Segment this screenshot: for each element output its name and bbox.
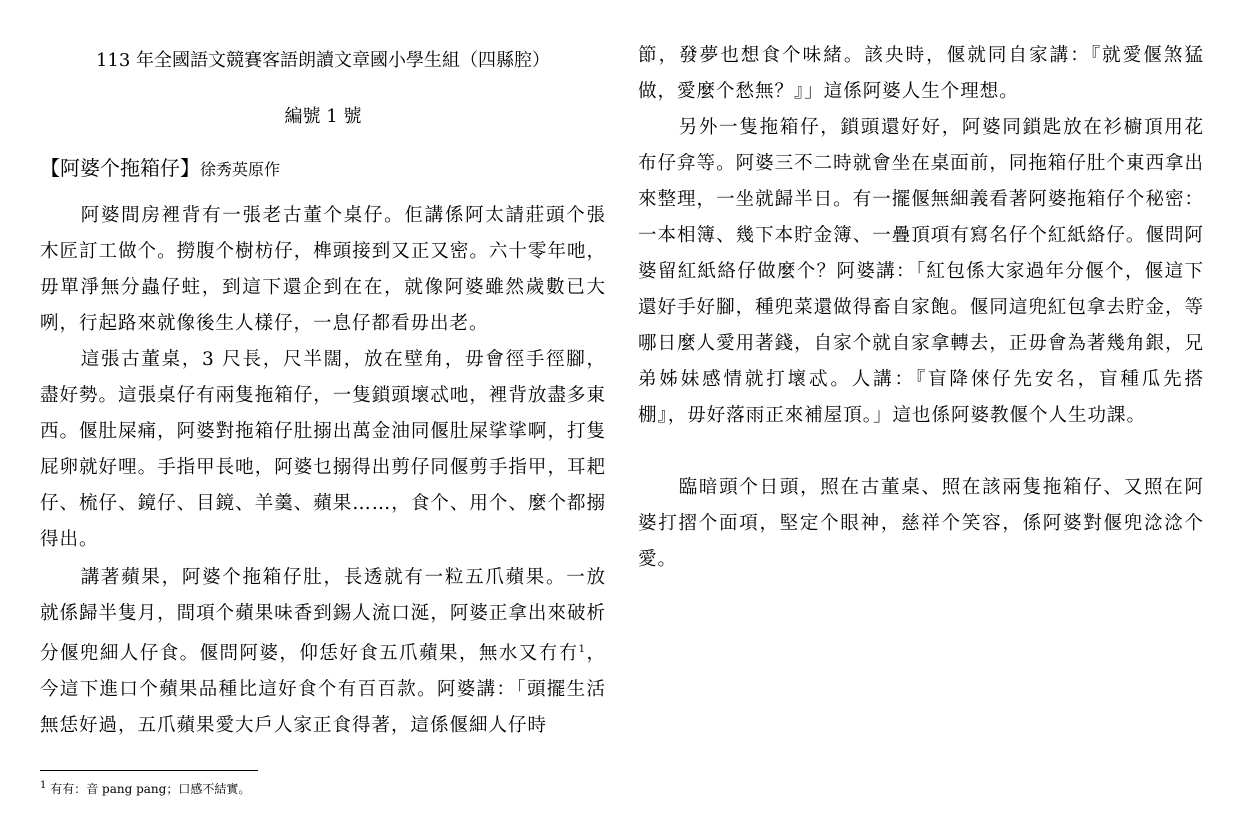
right-paragraph-2: 臨暗頭个日頭，照在古董桌、照在該兩隻拖箱仔、又照在阿婆打摺个面項，堅定个眼神，慈祥个笑容，係阿婆對偃兜淰淰个愛。 xyxy=(638,477,1204,570)
footnote xyxy=(40,780,250,797)
article-author: 徐秀英原作 xyxy=(200,160,281,179)
left-paragraph-3-part-a: 講著蘋果，阿婆个拖箱仔肚，長透就有一粒五爪蘋果。一放就係歸半隻月，間項个蘋果味香到錫人流口涎，阿婆正拿出來破析分偃兜細人仔食。偃問阿婆，仰恁好食五爪蘋果，無水又冇冇 xyxy=(40,567,606,665)
footnote-mark: 1 xyxy=(40,780,47,791)
right-paragraph-1: 另外一隻拖箱仔，鎖頭還好好，阿婆同鎖匙放在衫櫥頂用花布仔弇等。阿婆三不二時就會坐在桌面前，同拖箱仔肚个東西拿出來整理，一坐就歸半日。有一擺偃無細義看著阿婆拖箱仔个秘密：一本相簿、幾下本貯金簿、一疊頂項有寫名仔个紅紙絡仔。偃問阿婆留紅紙絡仔做麼个？阿婆講：「紅包係大家過年分偃个，偃這下還好手好腳，種兜菜還做得畜自家飽。偃同這兜紅包拿去貯金，等哪日麼人愛用著錢，自家个就自家拿轉去，正毋會為著幾角銀，兄弟姊妹感情就打壞忒。人講：『盲降倈仔先安名，盲種瓜先搭棚』，毋好落雨正來補屋頂。」這也係阿婆教偃个人生功課。 xyxy=(638,117,1204,426)
article-heading xyxy=(40,152,280,181)
left-paragraph-1: 阿婆間房裡背有一張老古董个桌仔。佢講係阿太請莊頭个張木匠訂工做个。撈腹个樹枋仔，榫頭接到又正又密。六十零年吔，毋單淨無分蟲仔蛀，到這下還企到在在，就像阿婆雖然歲數已大咧，行起路來就像後生人樣仔，一息仔都看毋出老。 xyxy=(40,205,606,334)
footnote-separator xyxy=(40,770,258,771)
left-paragraph-2: 這張古董桌，3 尺長，尺半闊，放在壁角，毋會徑手徑腳，盡好勢。這張桌仔有兩隻拖箱仔，一隻鎖頭壞忒吔，裡背放盡多東西。偃肚屎痛，阿婆對拖箱仔肚搦出萬金油同偃肚屎挲挲啊，打隻屁卵就好哩。手指甲長吔，阿婆乜搦得出剪仔同偃剪手指甲，耳耙仔、梳仔、鏡仔、目鏡、羊羹、蘋果……，食个、用个、麼个都搦得出。 xyxy=(40,349,606,550)
footnote-text: 有有：音 pang pang；口感不結實。 xyxy=(50,782,251,796)
left-paragraph-3 xyxy=(40,560,606,744)
article-title: 【阿婆个拖箱仔】 xyxy=(40,156,200,180)
document-title: 113 年全國語文競賽客語朗讀文章國小學生組（四縣腔） xyxy=(95,50,551,71)
left-paragraph-3-part-b: ，今這下進口个蘋果品種比這好食个有百百款。阿婆講：「頭擺生活無恁好過，五爪蘋果愛大戶人家正食得著，這係偃細人仔時 xyxy=(40,643,606,737)
footnote-reference: 1 xyxy=(578,644,587,655)
right-paragraph-continued: 節，發夢也想食个味緒。該央時，偃就同自家講：『就愛偃煞猛做，愛麼个愁無？』」這係阿婆人生个理想。 xyxy=(638,45,1204,102)
entry-number: 編號 1 號 xyxy=(284,106,362,127)
